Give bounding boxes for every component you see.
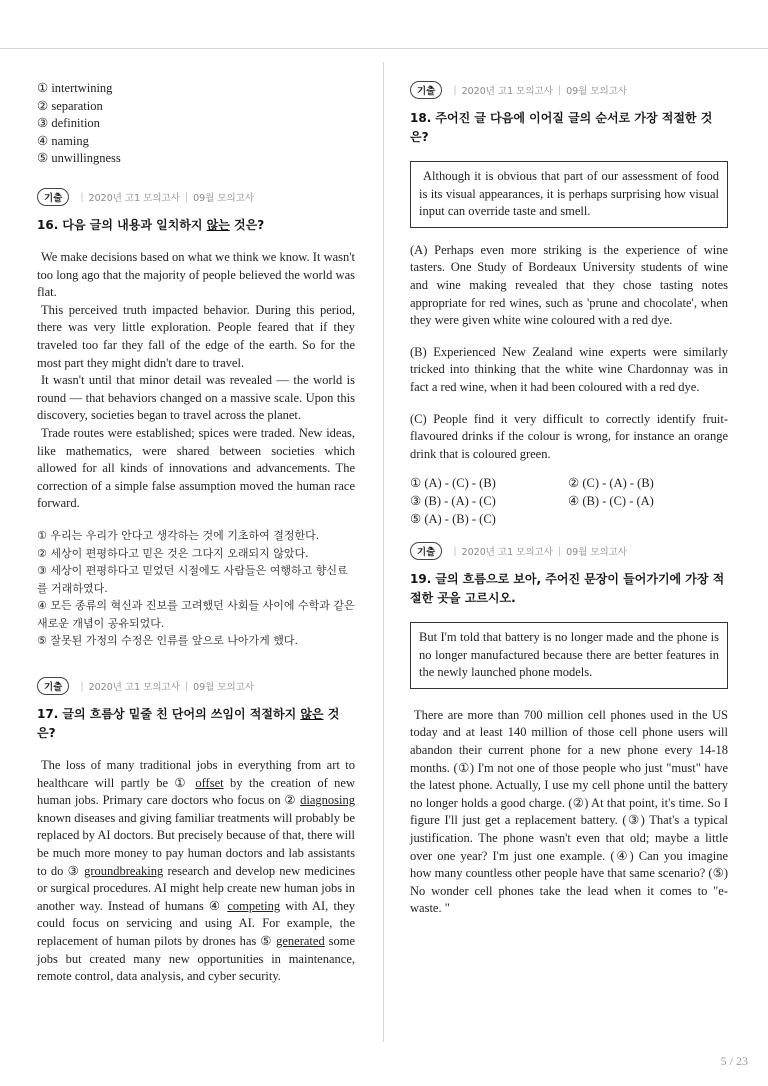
previous-question-options [37, 80, 121, 168]
paragraph: It wasn't until that minor detail was revealed — the world is round — that behaviors changed on a massive scale. Upon this discovery, societies began to travel across the planet. [37, 373, 355, 423]
question-17 [37, 677, 355, 986]
paragraph: We make decisions based on what we think we know. It wasn't too long ago that the majority of people believed the world was flat. [37, 250, 355, 300]
passage [410, 242, 728, 464]
question-18 [410, 81, 728, 528]
question-title: 16. 다음 글의 내용과 일치하지 않는 것은? [37, 218, 265, 232]
passage: The loss of many traditional jobs in everything from art to healthcare will partly be ① offset by the creation of new human jobs. Primary care doctors who focus on ② diagnosing known diseases and giving familiar treatments will probably be replaced by AI doctors. But precisely because of that, there will be much more money to pay human doctors and lab assistants to do ③ groundbreaking research and develop new medicines or surgical procedures. AI might help create new human jobs in another way. Instead of humans ④ competing with AI, they could focus on servicing and using AI. For example, the replacement of human pilots by drones has ⑤ generated some jobs but created many new opportunities in maintenance, remote control, data analysis, and cyber security. [37, 758, 356, 984]
column-divider [383, 62, 384, 1042]
question-title: 19. 글의 흐름으로 보아, 주어진 문장이 들어가기에 가장 적절한 곳을 고르시오. [410, 572, 725, 605]
option-3[interactable]: ③ definition [37, 116, 100, 131]
gichul-badge: 기출 [37, 677, 69, 695]
paragraph-b: (B) Experienced New Zealand wine experts were similarly tricked into thinking that the white wine Chardonnay was in fact a red wine, when it had been coloured with a red dye. [410, 344, 728, 394]
question-title: 18. 주어진 글 다음에 이어질 글의 순서로 가장 적절한 것은? [410, 111, 713, 144]
underlined-word-3[interactable]: groundbreaking [84, 863, 164, 878]
option-5[interactable]: ⑤ (A) - (B) - (C) [410, 511, 496, 526]
question-19 [410, 542, 728, 918]
question-16 [37, 188, 355, 650]
option-3[interactable]: ③ 세상이 편평하다고 믿었던 시절에도 사람들은 여행하고 향신료를 거래하였다. [37, 564, 348, 595]
page-number: 5 / 23 [720, 1054, 748, 1068]
passage: There are more than 700 million cell phones used in the US today and at least 140 million of those cell phone users will abandon their current phone for a new phone every 14-18 months. (①) I'm not one of those people who just "must" have the latest phone. Actually, I use my cell phone until the battery no longer holds a good charge. (②) At that point, it's time. So I figure I'll just get a replacement battery. (③) That's a typical justification. The phone wasn't even that old; maybe a little over one year? I'm just one example. (④) Can you imagine how many countless other people have that same scenario? (⑤) No wonder cell phones take the lead when it comes to "e-waste. " [410, 707, 728, 916]
passage [37, 249, 355, 513]
exam-month: 09월 모의고사 [193, 682, 255, 693]
option-4[interactable]: ④ naming [37, 133, 89, 148]
option-2[interactable]: ② 세상이 편평하다고 믿은 것은 그다지 오래되지 않았다. [37, 546, 309, 560]
exam-year: 2020년 고1 모의고사 [88, 682, 180, 693]
option-1[interactable]: ① 우리는 우리가 안다고 생각하는 것에 기초하여 결정한다. [37, 528, 320, 542]
exam-month: 09월 모의고사 [566, 86, 628, 97]
paragraph-a: (A) Perhaps even more striking is the experience of wine tasters. One Study of Bordeaux University students of wine and wine making revealed that they chose tasting notes appropriate for red wines, such as 'prune and chocolate', when they were given white wine coloured with a red dye. [410, 242, 728, 328]
exam-year: 2020년 고1 모의고사 [461, 547, 553, 558]
given-sentence-box: But I'm told that battery is no longer made and the phone is no longer manufactured because there are better features in the newly launched phone models. [410, 622, 728, 689]
paragraph: Trade routes were established; spices were traded. New ideas, like mathematics, were shared between societies which allowed for all kinds of innovations and advancements. The correction of a simple false assumption moved the human race forward. [37, 425, 355, 511]
answer-options [37, 527, 355, 650]
source-tag: 기출 | 2020년 고1 모의고사 | 09월 모의고사 [37, 188, 355, 206]
exam-year: 2020년 고1 모의고사 [88, 193, 180, 204]
header-rule [0, 48, 768, 49]
paragraph: This perceived truth impacted behavior. During this period, there was very little exploration. People feared that if they traveled too far they fall of the edge of the earth. So for the most part they might didn't dare to travel. [37, 302, 355, 370]
option-4[interactable]: ④ (B) - (C) - (A) [568, 493, 654, 508]
underlined-word-1[interactable]: offset [195, 775, 224, 790]
exam-year: 2020년 고1 모의고사 [461, 86, 553, 97]
given-sentence-box: Although it is obvious that part of our assessment of food is its visual appearances, it is perhaps surprising how visual input can override taste and smell. [410, 161, 728, 228]
option-5[interactable]: ⑤ unwillingness [37, 151, 121, 166]
underlined-word-5[interactable]: generated [276, 933, 325, 948]
option-2[interactable]: ② separation [37, 98, 103, 113]
option-1[interactable]: ① intertwining [37, 81, 113, 95]
paragraph-c: (C) People find it very difficult to correctly identify fruit-flavoured drinks if the colour is wrong, for instance an orange drink that is coloured green. [410, 411, 728, 461]
option-5[interactable]: ⑤ 잘못된 가정의 수정은 인류를 앞으로 나아가게 했다. [37, 634, 298, 648]
gichul-badge: 기출 [37, 188, 69, 206]
exam-month: 09월 모의고사 [193, 193, 255, 204]
gichul-badge: 기출 [410, 81, 442, 99]
option-2[interactable]: ② (C) - (A) - (B) [568, 476, 654, 491]
underlined-word-4[interactable]: competing [227, 898, 281, 913]
exam-month: 09월 모의고사 [566, 547, 628, 558]
underlined-word-2[interactable]: diagnosing [300, 793, 355, 808]
option-3[interactable]: ③ (B) - (A) - (C) [410, 493, 496, 508]
answer-options [410, 475, 728, 528]
option-4[interactable]: ④ 모든 종류의 혁신과 진보를 고려했던 사회들 사이에 수학과 같은 새로운 개념이 공유되었다. [37, 599, 355, 630]
source-tag: 기출 | 2020년 고1 모의고사 | 09월 모의고사 [37, 677, 355, 695]
source-tag: 기출 | 2020년 고1 모의고사 | 09월 모의고사 [410, 542, 728, 560]
question-title: 17. 글의 흐름상 밑줄 친 단어의 쓰임이 적절하지 않은 것은? [37, 707, 340, 740]
gichul-badge: 기출 [410, 542, 442, 560]
option-1[interactable]: ① (A) - (C) - (B) [410, 476, 496, 491]
source-tag: 기출 | 2020년 고1 모의고사 | 09월 모의고사 [410, 81, 728, 99]
